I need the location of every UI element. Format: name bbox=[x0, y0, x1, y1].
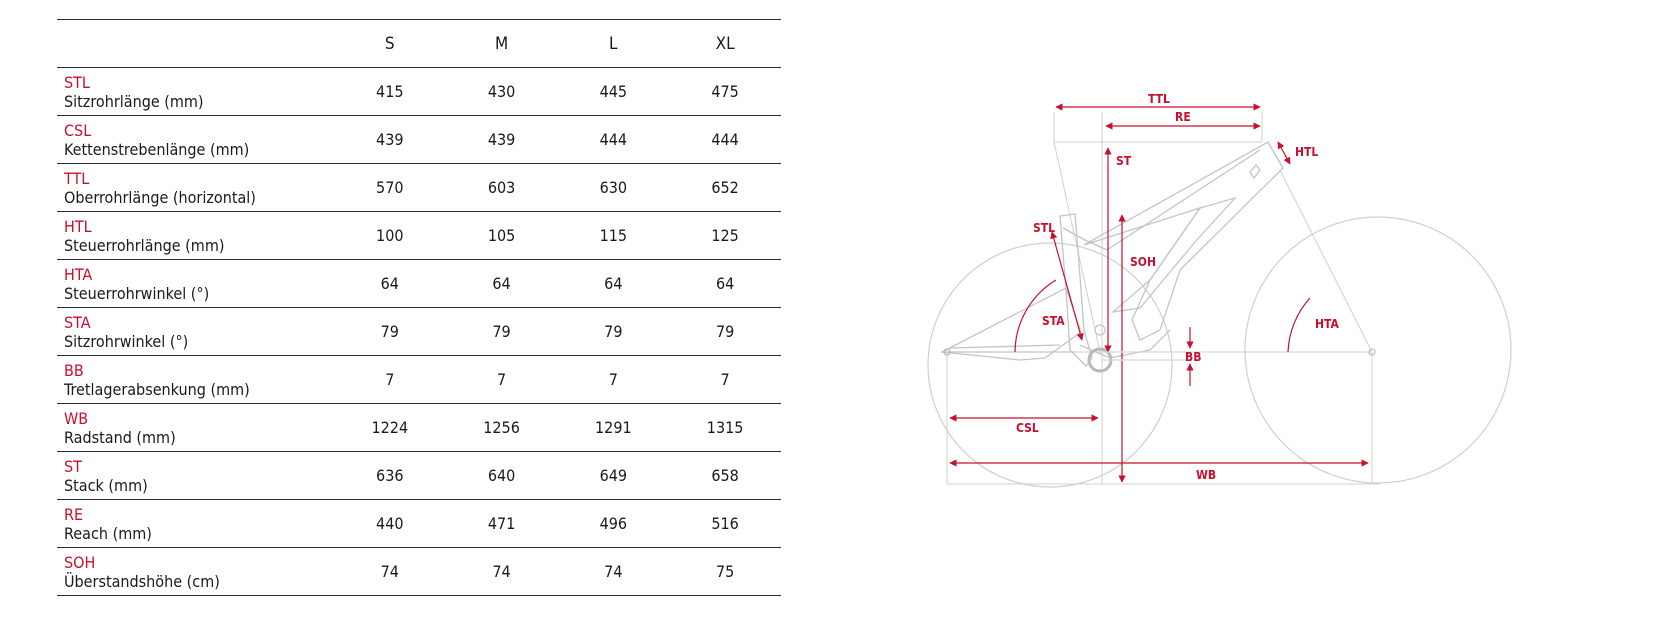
table-cell: 79 bbox=[446, 308, 558, 356]
label-hta: HTA bbox=[1315, 317, 1339, 331]
pivot-point bbox=[1095, 325, 1105, 335]
table-row bbox=[57, 452, 781, 500]
table-cell: 105 bbox=[446, 212, 558, 260]
row-code: RE bbox=[64, 504, 84, 524]
label-st: ST bbox=[1116, 154, 1132, 168]
label-stl: STL bbox=[1033, 221, 1056, 235]
table-cell: 7 bbox=[334, 356, 446, 404]
table-cell: 1291 bbox=[557, 404, 669, 452]
row-name: Überstandshöhe (cm) bbox=[64, 571, 220, 591]
header-empty-cell bbox=[57, 20, 334, 68]
header-size-m: M bbox=[446, 20, 558, 68]
header-size-xl: XL bbox=[669, 20, 781, 68]
table-cell: 603 bbox=[446, 164, 558, 212]
table-cell: 64 bbox=[446, 260, 558, 308]
row-name: Tretlagerabsenkung (mm) bbox=[64, 379, 250, 399]
table-cell: 439 bbox=[334, 116, 446, 164]
row-label bbox=[57, 116, 334, 164]
row-label bbox=[57, 356, 334, 404]
table-cell: 7 bbox=[446, 356, 558, 404]
table-cell: 75 bbox=[669, 548, 781, 596]
row-label bbox=[57, 308, 334, 356]
row-name: Radstand (mm) bbox=[64, 427, 176, 447]
row-name: Stack (mm) bbox=[64, 475, 148, 495]
row-code: ST bbox=[64, 456, 82, 476]
row-label bbox=[57, 260, 334, 308]
table-row bbox=[57, 68, 781, 116]
table-cell: 64 bbox=[557, 260, 669, 308]
row-label bbox=[57, 548, 334, 596]
label-htl: HTL bbox=[1295, 145, 1319, 159]
table-cell: 445 bbox=[557, 68, 669, 116]
table-row bbox=[57, 404, 781, 452]
table-cell: 79 bbox=[669, 308, 781, 356]
table-cell: 640 bbox=[446, 452, 558, 500]
label-sta: STA bbox=[1042, 314, 1065, 328]
label-ttl: TTL bbox=[1148, 92, 1170, 106]
table-cell: 64 bbox=[669, 260, 781, 308]
row-code: STA bbox=[64, 312, 91, 332]
table-cell: 7 bbox=[669, 356, 781, 404]
row-code: HTA bbox=[64, 264, 93, 284]
row-code: SOH bbox=[64, 552, 96, 572]
dimension-lines bbox=[950, 107, 1368, 482]
table-cell: 1224 bbox=[334, 404, 446, 452]
row-code: STL bbox=[64, 72, 90, 92]
bike-geometry-diagram bbox=[870, 90, 1570, 510]
row-label bbox=[57, 164, 334, 212]
table-cell: 74 bbox=[334, 548, 446, 596]
row-code: HTL bbox=[64, 216, 92, 236]
table-body bbox=[57, 68, 781, 596]
table-cell: 444 bbox=[669, 116, 781, 164]
table-cell: 649 bbox=[557, 452, 669, 500]
table-row bbox=[57, 500, 781, 548]
header-size-s: S bbox=[334, 20, 446, 68]
table-row bbox=[57, 164, 781, 212]
row-name: Sitzrohrwinkel (°) bbox=[64, 331, 189, 351]
table-cell: 444 bbox=[557, 116, 669, 164]
table-cell: 1256 bbox=[446, 404, 558, 452]
table-cell: 475 bbox=[669, 68, 781, 116]
table-cell: 630 bbox=[557, 164, 669, 212]
label-bb: BB bbox=[1185, 350, 1202, 364]
row-name: Kettenstrebenlänge (mm) bbox=[64, 139, 250, 159]
row-name: Reach (mm) bbox=[64, 523, 152, 543]
row-label bbox=[57, 500, 334, 548]
table-cell: 652 bbox=[669, 164, 781, 212]
label-re: RE bbox=[1175, 110, 1191, 124]
table-cell: 636 bbox=[334, 452, 446, 500]
table-header-row bbox=[57, 20, 781, 68]
table-cell: 430 bbox=[446, 68, 558, 116]
table-row bbox=[57, 308, 781, 356]
bike-frame bbox=[942, 142, 1283, 366]
table-row bbox=[57, 212, 781, 260]
table-cell: 439 bbox=[446, 116, 558, 164]
table-cell: 1315 bbox=[669, 404, 781, 452]
table-cell: 115 bbox=[557, 212, 669, 260]
row-label bbox=[57, 212, 334, 260]
table-row bbox=[57, 356, 781, 404]
row-code: TTL bbox=[64, 168, 90, 188]
table-cell: 79 bbox=[334, 308, 446, 356]
label-soh: SOH bbox=[1130, 255, 1156, 269]
construction-lines bbox=[947, 112, 1380, 484]
front-wheel bbox=[1245, 217, 1511, 483]
table-row bbox=[57, 260, 781, 308]
table-cell: 658 bbox=[669, 452, 781, 500]
row-code: CSL bbox=[64, 120, 92, 140]
row-code: WB bbox=[64, 408, 89, 428]
table-cell: 7 bbox=[557, 356, 669, 404]
header-size-l: L bbox=[557, 20, 669, 68]
table-row bbox=[57, 116, 781, 164]
rear-wheel bbox=[928, 243, 1172, 487]
table-cell: 516 bbox=[669, 500, 781, 548]
table-cell: 100 bbox=[334, 212, 446, 260]
row-label bbox=[57, 68, 334, 116]
table-cell: 415 bbox=[334, 68, 446, 116]
row-label bbox=[57, 404, 334, 452]
table-cell: 64 bbox=[334, 260, 446, 308]
table-cell: 79 bbox=[557, 308, 669, 356]
row-name: Oberrohrlänge (horizontal) bbox=[64, 187, 256, 207]
table-cell: 74 bbox=[557, 548, 669, 596]
row-label bbox=[57, 452, 334, 500]
row-name: Steuerrohrwinkel (°) bbox=[64, 283, 210, 303]
table-cell: 74 bbox=[446, 548, 558, 596]
table-cell: 496 bbox=[557, 500, 669, 548]
row-code: BB bbox=[64, 360, 84, 380]
table-cell: 471 bbox=[446, 500, 558, 548]
table-cell: 440 bbox=[334, 500, 446, 548]
label-csl: CSL bbox=[1016, 421, 1039, 435]
row-name: Steuerrohrlänge (mm) bbox=[64, 235, 225, 255]
geometry-table bbox=[57, 19, 781, 596]
label-wb: WB bbox=[1196, 468, 1217, 482]
table-cell: 125 bbox=[669, 212, 781, 260]
table-cell: 570 bbox=[334, 164, 446, 212]
table-row bbox=[57, 548, 781, 596]
row-name: Sitzrohrlänge (mm) bbox=[64, 91, 204, 111]
